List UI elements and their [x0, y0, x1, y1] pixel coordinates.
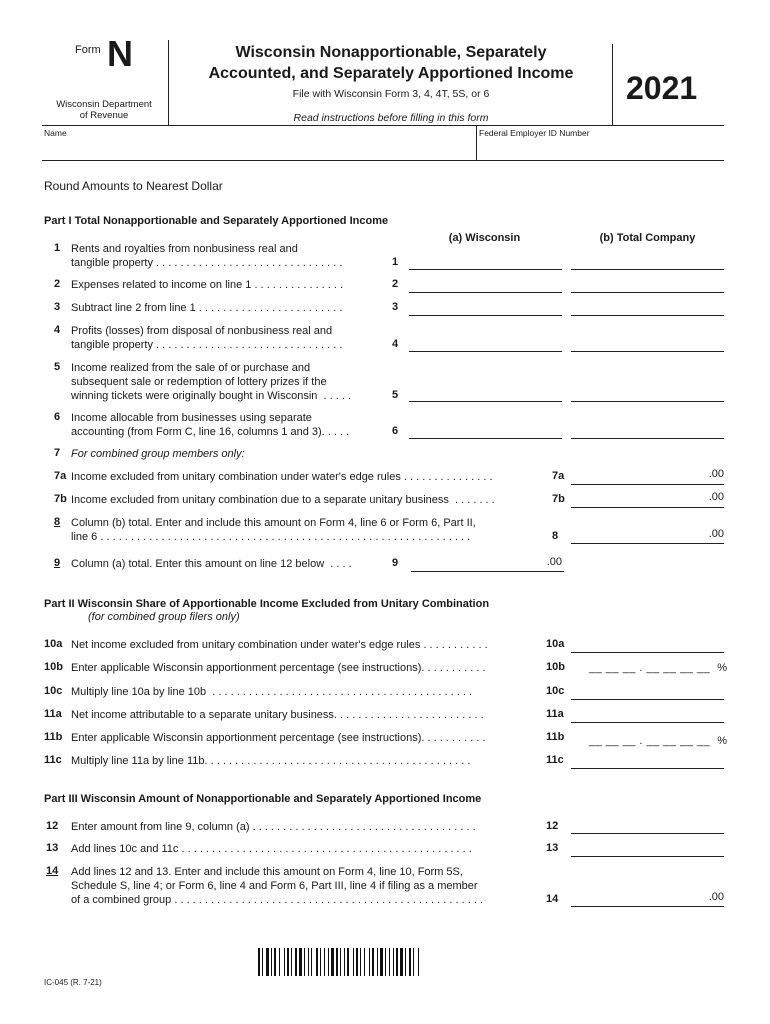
barcode-bar: [344, 948, 345, 976]
line7a-input[interactable]: [571, 484, 724, 485]
name-fein-divider: [476, 126, 477, 160]
line-number: 12: [46, 820, 59, 832]
barcode-bar: [262, 948, 263, 976]
line-ref: 9: [392, 557, 399, 569]
line12-input[interactable]: [571, 833, 724, 834]
barcode-bar: [396, 948, 398, 976]
line4-col-a-input[interactable]: [409, 351, 562, 352]
line-number: 6: [54, 411, 61, 423]
cents-suffix: .00: [708, 891, 724, 903]
line-description: Income realized from the sale of or purchase and subsequent sale or redemption of lottery prizes if the winning tickets were originally bought in Wisconsin . . . . .: [71, 362, 352, 402]
line-ref: 4: [392, 338, 399, 350]
line-number: 7a: [54, 470, 67, 482]
line-number: 8: [54, 516, 61, 528]
line-ref: 11c: [546, 754, 564, 766]
instructions-note: Read instructions before filling in this form: [293, 112, 489, 124]
barcode-bar: [284, 948, 285, 976]
cents-suffix: .00: [708, 528, 724, 540]
line13-input[interactable]: [571, 856, 724, 857]
line7b-input[interactable]: [571, 507, 724, 508]
line-description: Income excluded from unitary combination due to a separate unitary business . . . . . . .: [71, 494, 495, 506]
line-number: 13: [46, 842, 59, 854]
cents-suffix: .00: [708, 468, 724, 480]
line-number: 5: [54, 361, 61, 373]
cents-suffix: .00: [708, 491, 724, 503]
barcode-bar: [418, 948, 419, 976]
line-description: Multiply line 10a by line 10b . . . . . . . . . . . . . . . . . . . . . . . . . . . . . . . . . . . . . . . . . . .: [71, 686, 473, 698]
tax-year: 2021: [626, 70, 698, 106]
barcode-bar: [266, 948, 269, 976]
barcode-bar: [400, 948, 403, 976]
line11a-input[interactable]: [571, 722, 724, 723]
line-number: 11a: [44, 708, 62, 720]
line11c-input[interactable]: [571, 768, 724, 769]
line-description: Column (a) total. Enter this amount on line 12 below . . . .: [71, 558, 352, 570]
line-description: Enter applicable Wisconsin apportionment percentage (see instructions). . . . . . . . . . .: [71, 662, 486, 674]
line3-col-b-input[interactable]: [571, 315, 724, 316]
form-title-line1: Wisconsin Nonapportionable, Separately: [235, 44, 547, 61]
form-label: Form: [75, 44, 101, 56]
part1-heading: Part I Total Nonapportionable and Separately Apportioned Income: [44, 215, 389, 227]
barcode-bar: [377, 948, 378, 976]
barcode-bar: [380, 948, 383, 976]
form-title-line2: Accounted, and Separately Apportioned Income: [208, 65, 574, 82]
line11b-percent-input[interactable]: __ __ __ . __ __ __ __ %: [589, 735, 728, 747]
line8-input[interactable]: [571, 543, 724, 544]
barcode-bar: [287, 948, 289, 976]
line10b-percent-input[interactable]: __ __ __ . __ __ __ __ %: [589, 662, 728, 674]
line5-col-b-input[interactable]: [571, 401, 724, 402]
form-code: IC-045 (R. 7-21): [44, 978, 102, 987]
barcode-bar: [295, 948, 297, 976]
line-description: Rents and royalties from nonbusiness real and tangible property . . . . . . . . . . . . . . . . . . . . . . . . . . . . . . .: [71, 243, 343, 269]
part2-subheading: (for combined group filers only): [88, 611, 240, 623]
barcode-bar: [311, 948, 312, 976]
barcode-bar: [413, 948, 414, 976]
line-description: Enter amount from line 9, column (a) . . . . . . . . . . . . . . . . . . . . . . . . . . . . . . . . . . . . .: [71, 821, 476, 833]
line-ref: 5: [392, 389, 399, 401]
line-number: 3: [54, 301, 61, 313]
fein-label: Federal Employer ID Number: [479, 128, 590, 138]
line-description: Subtract line 2 from line 1 . . . . . . . . . . . . . . . . . . . . . . . .: [71, 302, 343, 314]
line-number: 7b: [54, 493, 67, 505]
part2-heading: Part II Wisconsin Share of Apportionable Income Excluded from Unitary Combination: [44, 598, 490, 610]
line-description: Income excluded from unitary combination under water's edge rules . . . . . . . . . . . . . . .: [71, 471, 493, 483]
fein-field[interactable]: [476, 160, 724, 161]
barcode-bar: [316, 948, 318, 976]
header-divider-right: [612, 44, 613, 126]
barcode-bar: [279, 948, 280, 976]
barcode-bar: [364, 948, 365, 976]
line-ref: 8: [552, 530, 559, 542]
line-description: Net income attributable to a separate unitary business. . . . . . . . . . . . . . . . . . . . . . . . .: [71, 709, 484, 721]
barcode-bar: [347, 948, 349, 976]
line14-input[interactable]: [571, 906, 724, 907]
line6-col-b-input[interactable]: [571, 438, 724, 439]
line1-col-b-input[interactable]: [571, 269, 724, 270]
line-ref: 7b: [552, 493, 565, 505]
cents-suffix: .00: [546, 556, 562, 568]
line-ref: 11b: [546, 731, 565, 743]
line-number: 2: [54, 278, 61, 290]
line-ref: 10c: [546, 685, 565, 697]
barcode-bar: [271, 948, 272, 976]
line-description: Profits (losses) from disposal of nonbusiness real and tangible property . . . . . . . . . . . . . . . . . . . . . . . . . . . . . . .: [71, 325, 343, 351]
line-description: Income allocable from businesses using separate accounting (from Form C, line 16, columns 1 and 3). . . . .: [71, 412, 350, 438]
barcode-bar: [308, 948, 309, 976]
line-ref: 7a: [552, 470, 565, 482]
barcode-bar: [336, 948, 338, 976]
header-bottom-rule: [42, 125, 724, 126]
barcode-bar: [372, 948, 374, 976]
line-description: Multiply line 11a by line 11b. . . . . . . . . . . . . . . . . . . . . . . . . . . . . . . . . . . . . . . . . . . .: [71, 755, 471, 767]
line-number: 14: [46, 865, 59, 877]
line-number: 9: [54, 557, 61, 569]
header-divider-left: [168, 40, 169, 126]
line-ref: 11a: [546, 708, 564, 720]
barcode-bar: [385, 948, 386, 976]
line-ref: 1: [392, 256, 399, 268]
barcode-bar: [328, 948, 329, 976]
round-amounts-note: Round Amounts to Nearest Dollar: [44, 179, 223, 193]
barcode-bar: [405, 948, 406, 976]
barcode-bar: [274, 948, 276, 976]
line-number: 11b: [44, 731, 63, 743]
barcode-bar: [353, 948, 354, 976]
barcode-bar: [258, 948, 260, 976]
barcode-bar: [324, 948, 325, 976]
column-a-header: (a) Wisconsin: [448, 232, 521, 244]
line-number: 10a: [44, 638, 63, 650]
line-description: Column (b) total. Enter and include this amount on Form 4, line 6 or Form 6, Part II, line 6 . . . . . . . . . . . . . . . . . . . . . . . . . . . . . . . . . . . . . . . . . . . . . . . . . . . . . . . . . . . . .: [71, 517, 476, 543]
barcode-bar: [320, 948, 321, 976]
name-field[interactable]: [42, 160, 476, 161]
line-description: Enter applicable Wisconsin apportionment percentage (see instructions). . . . . . . . . . .: [71, 732, 486, 744]
form-barcode: [258, 948, 512, 976]
line3-col-a-input[interactable]: [409, 315, 562, 316]
line-description: For combined group members only:: [71, 448, 245, 460]
line-number: 1: [54, 242, 61, 254]
barcode-bar: [409, 948, 411, 976]
barcode-bar: [389, 948, 390, 976]
line10a-input[interactable]: [571, 652, 724, 653]
barcode-bar: [299, 948, 302, 976]
barcode-bar: [291, 948, 292, 976]
line-number: 10c: [44, 685, 63, 697]
barcode-bar: [340, 948, 341, 976]
line-ref: 2: [392, 278, 399, 290]
column-b-header: (b) Total Company: [599, 232, 696, 244]
line-ref: 3: [392, 301, 399, 313]
line-ref: 13: [546, 842, 559, 854]
barcode-bar: [360, 948, 361, 976]
barcode-bar: [331, 948, 334, 976]
file-with-note: File with Wisconsin Form 3, 4, 4T, 5S, or 6: [292, 88, 490, 100]
line2-col-b-input[interactable]: [571, 292, 724, 293]
line-description: Net income excluded from unitary combination under water's edge rules . . . . . . . . . . .: [71, 639, 488, 651]
line-description: Add lines 12 and 13. Enter and include this amount on Form 4, line 10, Form 5S, Schedule S, line 4; or Form 6, line 4 and Form 6, Part III, line 4 if filing as a member of a combined group . . . . . . . . . . . . . . . . . . . . . . . . . . . . . . . . . . . . . . . . . . . . . . . . . . .: [71, 866, 484, 906]
barcode-bar: [369, 948, 370, 976]
line5-col-a-input[interactable]: [409, 401, 562, 402]
line-ref: 10b: [546, 661, 565, 673]
part3-heading: Part III Wisconsin Amount of Nonapportionable and Separately Apportioned Income: [44, 793, 482, 805]
department-name: Wisconsin Department of Revenue: [56, 99, 152, 121]
line-number: 7: [54, 447, 61, 459]
line-number: 4: [54, 324, 61, 336]
barcode-bar: [304, 948, 305, 976]
line-ref: 14: [546, 893, 559, 905]
line1-col-a-input[interactable]: [409, 269, 562, 270]
line4-col-b-input[interactable]: [571, 351, 724, 352]
line-description: Add lines 10c and 11c . . . . . . . . . . . . . . . . . . . . . . . . . . . . . . . . . . . . . . . . . . . . . . . .: [71, 843, 472, 855]
line-ref: 12: [546, 820, 559, 832]
line2-col-a-input[interactable]: [409, 292, 562, 293]
line-number: 11c: [44, 754, 62, 766]
line-description: Expenses related to income on line 1 . . . . . . . . . . . . . . .: [71, 279, 344, 291]
line-ref: 10a: [546, 638, 565, 650]
line-ref: 6: [392, 425, 399, 437]
line-number: 10b: [44, 661, 63, 673]
line10c-input[interactable]: [571, 699, 724, 700]
barcode-bar: [393, 948, 394, 976]
barcode-bar: [356, 948, 358, 976]
name-label: Name: [44, 128, 67, 138]
line6-col-a-input[interactable]: [409, 438, 562, 439]
form-letter: N: [107, 33, 133, 74]
line9-input[interactable]: [411, 571, 564, 572]
